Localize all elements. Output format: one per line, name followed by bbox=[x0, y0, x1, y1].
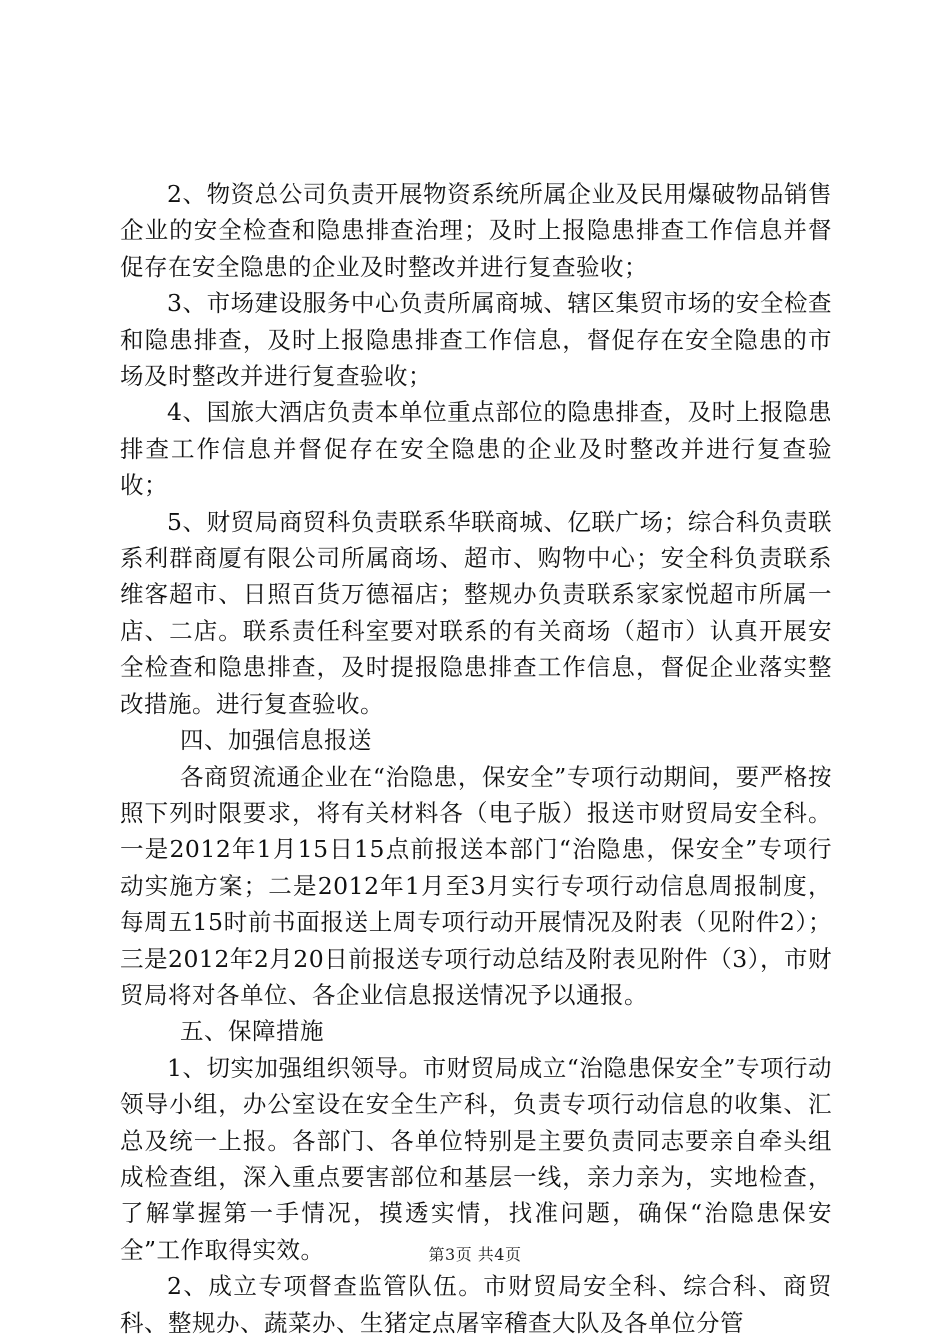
paragraph-measure-2: 2、成立专项督查监管队伍。市财贸局安全科、综合科、商贸科、整规办、蔬菜办、生猪定点屠宰稽查大队及各单位分管 bbox=[120, 1272, 832, 1337]
page-number-label: 第3页 共4页 bbox=[428, 1245, 522, 1264]
document-body bbox=[120, 176, 832, 1341]
page-footer bbox=[0, 1245, 950, 1265]
paragraph-info-reporting: 各商贸流通企业在“治隐患，保安全”专项行动期间，要严格按照下列时限要求，将有关材料各（电子版）报送市财贸局安全科。一是2012年1月15日15点前报送本部门“治隐患，保安全”专项行动实施方案；二是2012年1月至3月实行专项行动信息周报制度，每周五15时前书面报送上周专项行动开展情况及附表（见附件2）；三是2012年2月20日前报送专项行动总结及附表见附件（3），市财贸局将对各单位、各企业信息报送情况予以通报。 bbox=[120, 762, 832, 1009]
paragraph-item-3: 3、市场建设服务中心负责所属商城、辖区集贸市场的安全检查和隐患排查，及时上报隐患排查工作信息，督促存在安全隐患的市场及时整改并进行复查验收； bbox=[120, 289, 832, 391]
paragraph-measure-1: 1、切实加强组织领导。市财贸局成立“治隐患保安全”专项行动领导小组，办公室设在安全生产科，负责专项行动信息的收集、汇总及统一上报。各部门、各单位特别是主要负责同志要亲自牵头组成检查组，深入重点要害部位和基层一线，亲力亲为，实地检查，了解掌握第一手情况，摸透实情，找准问题，确保“治隐患保安全”工作取得实效。 bbox=[120, 1053, 832, 1264]
paragraph-item-4: 4、国旅大酒店负责本单位重点部位的隐患排查，及时上报隐患排查工作信息并督促存在安全隐患的企业及时整改并进行复查验收； bbox=[120, 398, 832, 500]
paragraph-item-2: 2、物资总公司负责开展物资系统所属企业及民用爆破物品销售企业的安全检查和隐患排查治理；及时上报隐患排查工作信息并督促存在安全隐患的企业及时整改并进行复查验收； bbox=[120, 180, 832, 281]
paragraph-item-5: 5、财贸局商贸科负责联系华联商城、亿联广场；综合科负责联系利群商厦有限公司所属商场、超市、购物中心；安全科负责联系维客超市、日照百货万德福店；整规办负责联系家家悦超市所属一店、二店。联系责任科室要对联系的有关商场（超市）认真开展安全检查和隐患排查，及时提报隐患排查工作信息，督促企业落实整改措施。进行复查验收。 bbox=[120, 507, 832, 718]
section-heading-5: 五、保障措施 bbox=[180, 1017, 324, 1046]
section-heading-4: 四、加强信息报送 bbox=[180, 726, 372, 755]
